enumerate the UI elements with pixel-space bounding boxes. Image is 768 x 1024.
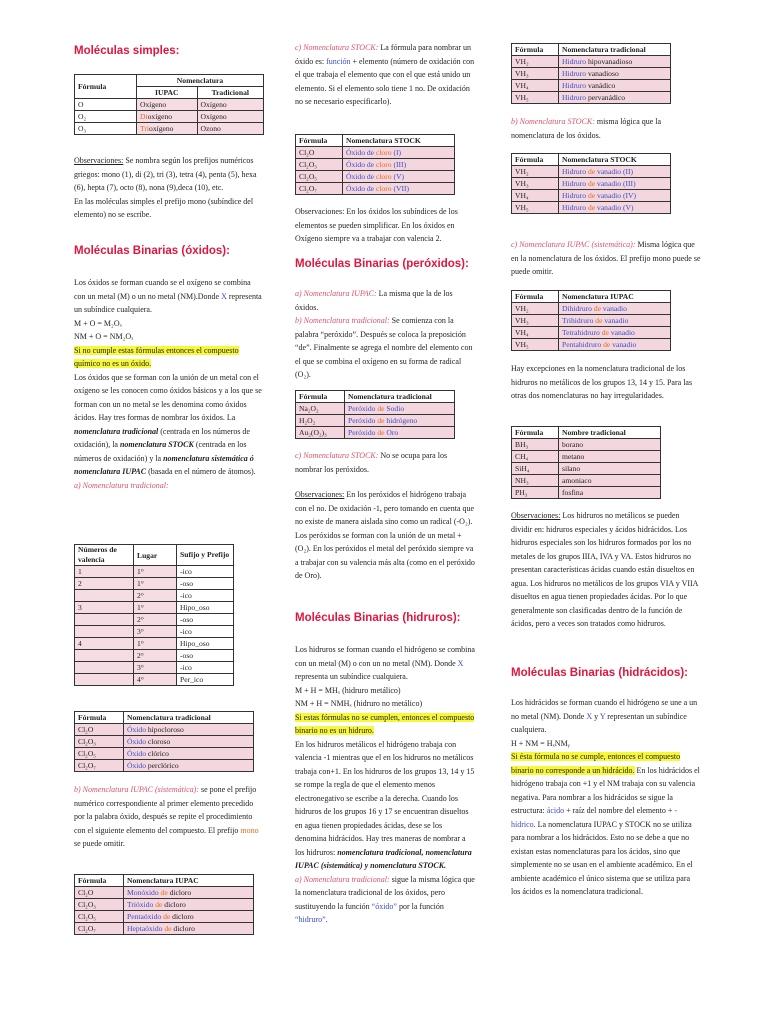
table-row: O Oxígeno Oxígeno [75, 99, 264, 111]
table-row: VH₅ Pentahidruro de vanadio [512, 339, 671, 351]
table-row: PH₃ fosfina [512, 487, 661, 499]
table-row: BH₃ borano [512, 439, 661, 451]
table-row: Cl₂O₃ Trióxido de dicloro [75, 899, 254, 911]
paragraph-hidracidos: Los hidrácidos se forman cuando el hidrógeno se une a un no metal (NM). Donde X y Y representan un subíndice cualquiera. H + NM = HₓNMᵧ Si ésta fórmula no se cumple, entonces el compuesto binario no corresponde a un hidrácido. En los hidrácidos el hidrógeno trabaja con +1 y el NM trabaja con su valencia negativa. Para nombrar a los hidrácidos se sigue la estructura: ácido + raíz del nombre del elemento + -hídrico. La nomenclatura IUPAC y STOCK no se utiliza para nombrar a los hidrácidos. Esto no se debe a que no existan estas nomenclaturas para los ácidos, sino que simplemente no se usan en el ambiente académico. En el ambiente académico el único sistema que se utiliza para los ácidos es la nomenclatura tradicional. [511, 698, 700, 896]
table-row: O₃ Trioxígeno Ozono [75, 123, 264, 135]
paragraph-excepciones: Hay excepciones en la nomenclatura tradicional de los hidruros no metálicos de los grupos 13, 14 y 15. Para las otras dos nomenclaturas no hay irregularidades. [511, 364, 693, 400]
table-row: VH₃ Hidruro de vanadio (III) [512, 178, 671, 190]
table-row: O₂ Dioxígeno Oxígeno [75, 111, 264, 123]
paragraph-iupac-oxidos: b) Nomenclatura IUPAC (sistemática): se pone el prefijo numérico correspondiente al primer elemento precedido por la palabra óxido, después se repite el procedimiento con el siguiente elemento del compuesto. El prefijo mono se puede omitir. [74, 785, 259, 848]
th-nomenclatura: Nomenclatura [137, 75, 264, 87]
table-row: Cl₂O₇ Óxido de cloro (VII) [296, 183, 455, 195]
table-row: 2° -oso [75, 614, 234, 626]
table-row: VH₃ Trihidruro de vanadio [512, 315, 671, 327]
table-oxidos-iupac: Fórmula Nomenclatura IUPAC Cl₂O Monóxido de dicloro Cl₂O₃ Trióxido de dicloro Cl₂O₅ Pentaóxido de dicloro Cl₂O₇ Heptaóxido de dicloro [74, 874, 254, 935]
table-row: 3° -ico [75, 662, 234, 674]
table-row: VH₂ Hidruro de vanadio (II) [512, 166, 671, 178]
table-oxidos-tradicional: Fórmula Nomenclatura tradicional Cl₂O Óxido hipocloroso Cl₂O₃ Óxido cloroso Cl₂O₅ Óxido clórico Cl₂O₇ Óxido perclórico [74, 711, 254, 772]
th-tradicional: Tradicional [197, 87, 263, 99]
table-row: Cl₂O Óxido hipocloroso [75, 724, 254, 736]
table-row: Cl₂O₇ Heptaóxido de dicloro [75, 923, 254, 935]
observaciones-oxidos: Observaciones: En los óxidos los subíndices de los elementos se pueden simplificar. En los óxidos en Oxígeno siempre va a trabajar con valencia 2. [295, 207, 458, 243]
heading-binarias-hidracidos: Moléculas Binarias (hidrácidos): [511, 667, 689, 679]
table-vanadio-tradicional: Fórmula Nomenclatura tradicional VH₂ Hidruro hipovanadioso VH₃ Hidruro vanadioso VH₄ Hidruro vanádico VH₅ Hidruro pervanádico [511, 43, 671, 104]
table-row: VH₅ Hidruro pervanádico [512, 92, 671, 104]
paragraph-stock-hidruros: b) Nomenclatura STOCK: misma lógica que la nomenclatura de los óxidos. [511, 117, 662, 140]
table-row: Au₂(O₂)₃ Peróxido de Oro [296, 427, 455, 439]
table-row: VH₂ Hidruro hipovanadioso [512, 56, 671, 68]
table-row: 1 1° -ico [75, 566, 234, 578]
table-peroxidos: Fórmula Nomenclatura tradicional Na₂O₂ Peróxido de Sodio H₂O₂ Peróxido de hidrógeno Au₂(O₂)₃ Peróxido de Oro [295, 390, 455, 439]
heading-moleculas-simples: Moléculas simples: [74, 45, 180, 57]
table-row: Cl₂O₃ Óxido cloroso [75, 736, 254, 748]
table-vanadio-stock: Fórmula Nomenclatura STOCK VH₂ Hidruro de vanadio (II) VH₃ Hidruro de vanadio (III) VH₄ Hidruro de vanadio (IV) VH₅ Hidruro de vanadio (V) [511, 153, 671, 214]
table-row: 3 1° Hipo_oso [75, 602, 234, 614]
heading-binarias-hidruros: Moléculas Binarias (hidruros): [295, 612, 461, 624]
table-row: 4° Per_ico [75, 674, 234, 686]
table-row: Cl₂O Monóxido de dicloro [75, 887, 254, 899]
table-row: 2° -ico [75, 590, 234, 602]
paragraph-iupac-hidruros: c) Nomenclatura IUPAC (sistemática): Misma lógica que en la nomenclatura de los óxidos. El prefijo mono puede se puede omitir. [511, 240, 701, 276]
table-row: VH₄ Tetrahidruro de vanadio [512, 327, 671, 339]
table-row: 3° -ico [75, 626, 234, 638]
table-row: 4 1° Hipo_oso [75, 638, 234, 650]
table-row: VH₂ Dihidruro de vanadio [512, 303, 671, 315]
table-row: Cl₂O₅ Pentaóxido de dicloro [75, 911, 254, 923]
table-row: Na₂O₂ Peróxido de Sodio [296, 403, 455, 415]
table-row: Cl₂O Óxido de cloro (I) [296, 147, 455, 159]
table-row: VH₃ Hidruro vanadioso [512, 68, 671, 80]
observaciones-hidruros: Observaciones: Los hidruros no metálicos se pueden dividir en: hidruros especiales y ácidos hidrácidos. Los hidruros especiales son los hidruros formados por los no metales de los grupos IIIA, IVA y VA. Estos hidruros no presentan características ácidas cuando están disueltos en agua. Los hidruros no metálicos de los grupos VIA y VIIA disueltos en agua tienen propiedades ácidas. Por lo que generalmente son clasificadas dentro de la función de ácidos, pero a veces son tratados como hidruros. [511, 511, 699, 628]
table-row: VH₄ Hidruro vanádico [512, 80, 671, 92]
table-simples [74, 74, 264, 135]
observaciones-simples: Observaciones: Se nombra según los prefijos numéricos griegos: mono (1), di (2), tri (3), tetra (4), penta (5), hexa (6), hepta (7), octo (8), nona (9),deca (10), etc. En las moléculas simples el prefijo mono (subíndice del elemento) no se escribe. [74, 156, 257, 219]
paragraph-oxidos: Los óxidos se forman cuando se el oxígeno se combina con un metal (M) o un no metal (NM).Donde X representa un subíndice cualquiera. M + O = M₂Oₓ NM + O = NM₂Oₓ Si no cumple estas fórmulas entonces el compuesto químico no es un óxido. Los óxidos que se forman con la unión de un metal con el oxígeno se les conocen como óxidos básicos y a los que se forman con un no metal se les denomina como óxidos ácidos. Hay tres formas de nombrar los óxidos. La nomenclatura tradicional (centrada en los números de oxidación), la nomenclatura STOCK (centrada en los números de oxidación) y la nomenclatura sistemática ó nomenclatura IUPAC (basada en el número de átomos). a) Nomenclatura tradicional: [74, 278, 262, 490]
table-row: H₂O₂ Peróxido de hidrógeno [296, 415, 455, 427]
th-iupac: IUPAC [137, 87, 198, 99]
paragraph-stock-oxidos: c) Nomenclatura STOCK: La fórmula para nombrar un óxido es: función + elemento (número de oxidación con el que trabaja el elemento que con el que está unido un elemento. Si el elemento solo tiene 1 no. De oxidación no se necesario especificarlo). [295, 43, 475, 106]
table-row: Cl₂O₅ Óxido clórico [75, 748, 254, 760]
table-row: 2 1° -oso [75, 578, 234, 590]
heading-binarias-peroxidos: Moléculas Binarias (peróxidos): [295, 258, 469, 270]
table-valencias: Números de valencia Lugar Sufijo y Prefijo 1 1° -ico 2 1° -oso 2° -ico 3 1° Hipo_oso 2° -oso 3° -ico 4 1° Hipo_oso 2° -oso 3° -ico 4° Per_ico [74, 544, 234, 686]
table-oxidos-stock: Fórmula Nomenclatura STOCK Cl₂O Óxido de cloro (I) Cl₂O₃ Óxido de cloro (III) Cl₂O₅ Óxido de cloro (V) Cl₂O₇ Óxido de cloro (VII) [295, 134, 455, 195]
table-row: Cl₂O₅ Óxido de cloro (V) [296, 171, 455, 183]
paragraph-peroxidos: a) Nomenclatura IUPAC: La misma que la de los óxidos. b) Nomenclatura tradicional: Se comienza con la palabra “peróxido”. Después se coloca la preposición “de”. Finalmente se agrega el nombre del elemento con el que se combina el oxígeno en su forma de radical (O₂). [295, 289, 473, 379]
table-row: SiH₄ silano [512, 463, 661, 475]
table-row: 2° -oso [75, 650, 234, 662]
table-row: Cl₂O₃ Óxido de cloro (III) [296, 159, 455, 171]
table-row: CH₄ metano [512, 451, 661, 463]
table-excepciones: Fórmula Nombre tradicional BH₃ borano CH₄ metano SiH₄ silano NH₃ amoniaco PH₃ fosfina [511, 426, 661, 499]
paragraph-hidruros: Los hidruros se forman cuando el hidrógeno se combina con un metal (M) o con un no metal (NM). Donde X representa un subíndice cualquiera. M + H = MHₓ (hidruro metálico) NM + H = NMHₓ (hidruro no metálico) Si estas fórmulas no se cumplen, entonces el compuesto binario no es un hidruro. En los hidruros metálicos el hidrógeno trabaja con valencia -1 mientras que el en los hidruros no metálicos trabaja con+1. En los hidruros de los grupos 13, 14 y 15 se rompe la regla de que el elemento menos electronegativo se escribe a la derecha. Cuando los hidruros de los grupos 16 y 17 se encuentran disueltos en agua tienen propiedades ácidas, dese se los denomina hidrácidos. Hay tres maneras de nombrar a los hidruros: nomenclatura tradicional, nomenclatura IUPAC (sistemática) y nomenclatura STOCK. a) Nomenclatura tradicional: sigue la misma lógica que la nomenclatura tradicional de los óxidos, pero sustituyendo la función “óxido” por la función “hidruro”. [295, 645, 475, 924]
table-row: Cl₂O₇ Óxido perclórico [75, 760, 254, 772]
paragraph-stock-peroxidos: c) Nomenclatura STOCK: No se ocupa para los nombrar los peróxidos. [295, 451, 448, 474]
observaciones-peroxidos: Observaciones: En los peróxidos el hidrógeno trabaja con el no. De oxidación -1, pero tomando en cuenta que no existe de manera aislada sino como un radical (-O₂). Los peróxidos se forman con la unión de un metal + (O₂). En los peróxidos el metal del peróxido siempre va a trabajar con su valencia más alta (como en el peróxido de Oro). [295, 490, 475, 580]
heading-binarias-oxidos: Moléculas Binarias (óxidos): [74, 245, 230, 257]
table-row: VH₄ Hidruro de vanadio (IV) [512, 190, 671, 202]
table-vanadio-iupac: Fórmula Nomenclatura IUPAC VH₂ Dihidruro de vanadio VH₃ Trihidruro de vanadio VH₄ Tetrahidruro de vanadio VH₅ Pentahidruro de vanadio [511, 290, 671, 351]
th-formula: Fórmula [75, 75, 137, 99]
table-row: VH₅ Hidruro de vanadio (V) [512, 202, 671, 214]
table-row: NH₃ amoniaco [512, 475, 661, 487]
